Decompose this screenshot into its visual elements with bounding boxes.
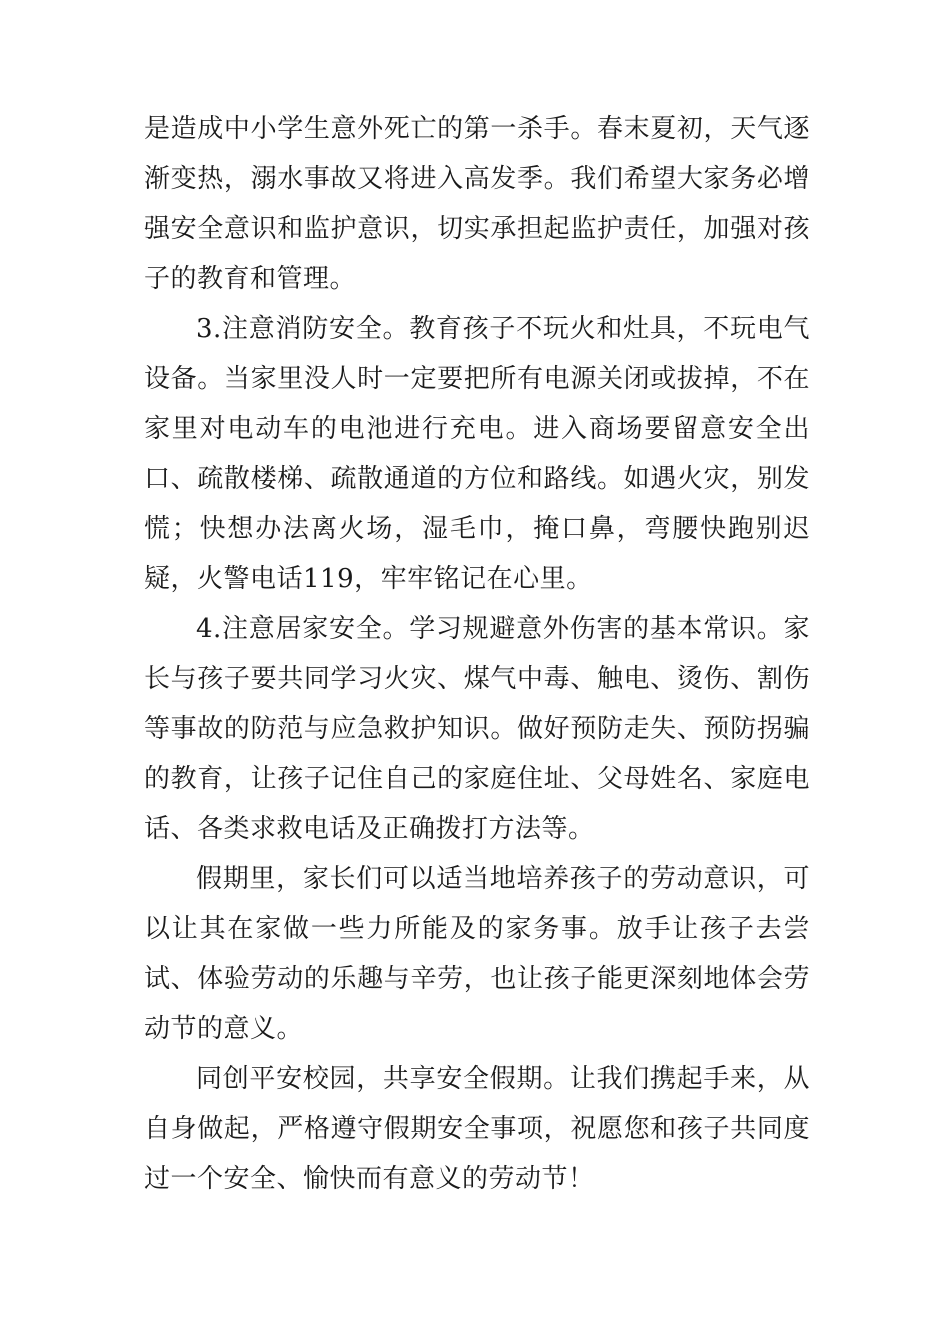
paragraph-home-safety: 4.注意居家安全。学习规避意外伤害的基本常识。家长与孩子要共同学习火灾、煤气中毒、触电、烫伤、割伤等事故的防范与应急救护知识。做好预防走失、预防拐骗的教育，让孩子记住自己的家庭住址、父母姓名、家庭电话、各类求救电话及正确拨打方法等。 (144, 614, 810, 844)
paragraph-drowning-continued: 是造成中小学生意外死亡的第一杀手。春末夏初，天气逐渐变热，溺水事故又将进入高发季。我们希望大家务必增强安全意识和监护意识，切实承担起监护责任，加强对孩子的教育和管理。 (144, 114, 810, 294)
document-page (144, 104, 810, 1204)
paragraph-fire-safety: 3.注意消防安全。教育孩子不玩火和灶具，不玩电气设备。当家里没人时一定要把所有电源关闭或拔掉，不在家里对电动车的电池进行充电。进入商场要留意安全出口、疏散楼梯、疏散通道的方位和路线。如遇火灾，别发慌；快想办法离火场，湿毛巾，掩口鼻，弯腰快跑别迟疑，火警电话119，牢牢铭记在心里。 (144, 314, 810, 594)
paragraph-closing: 同创平安校园，共享安全假期。让我们携起手来，从自身做起，严格遵守假期安全事项，祝愿您和孩子共同度过一个安全、愉快而有意义的劳动节！ (144, 1064, 810, 1194)
paragraph-labor-awareness: 假期里，家长们可以适当地培养孩子的劳动意识，可以让其在家做一些力所能及的家务事。放手让孩子去尝试、体验劳动的乐趣与辛劳，也让孩子能更深刻地体会劳动节的意义。 (144, 864, 810, 1044)
